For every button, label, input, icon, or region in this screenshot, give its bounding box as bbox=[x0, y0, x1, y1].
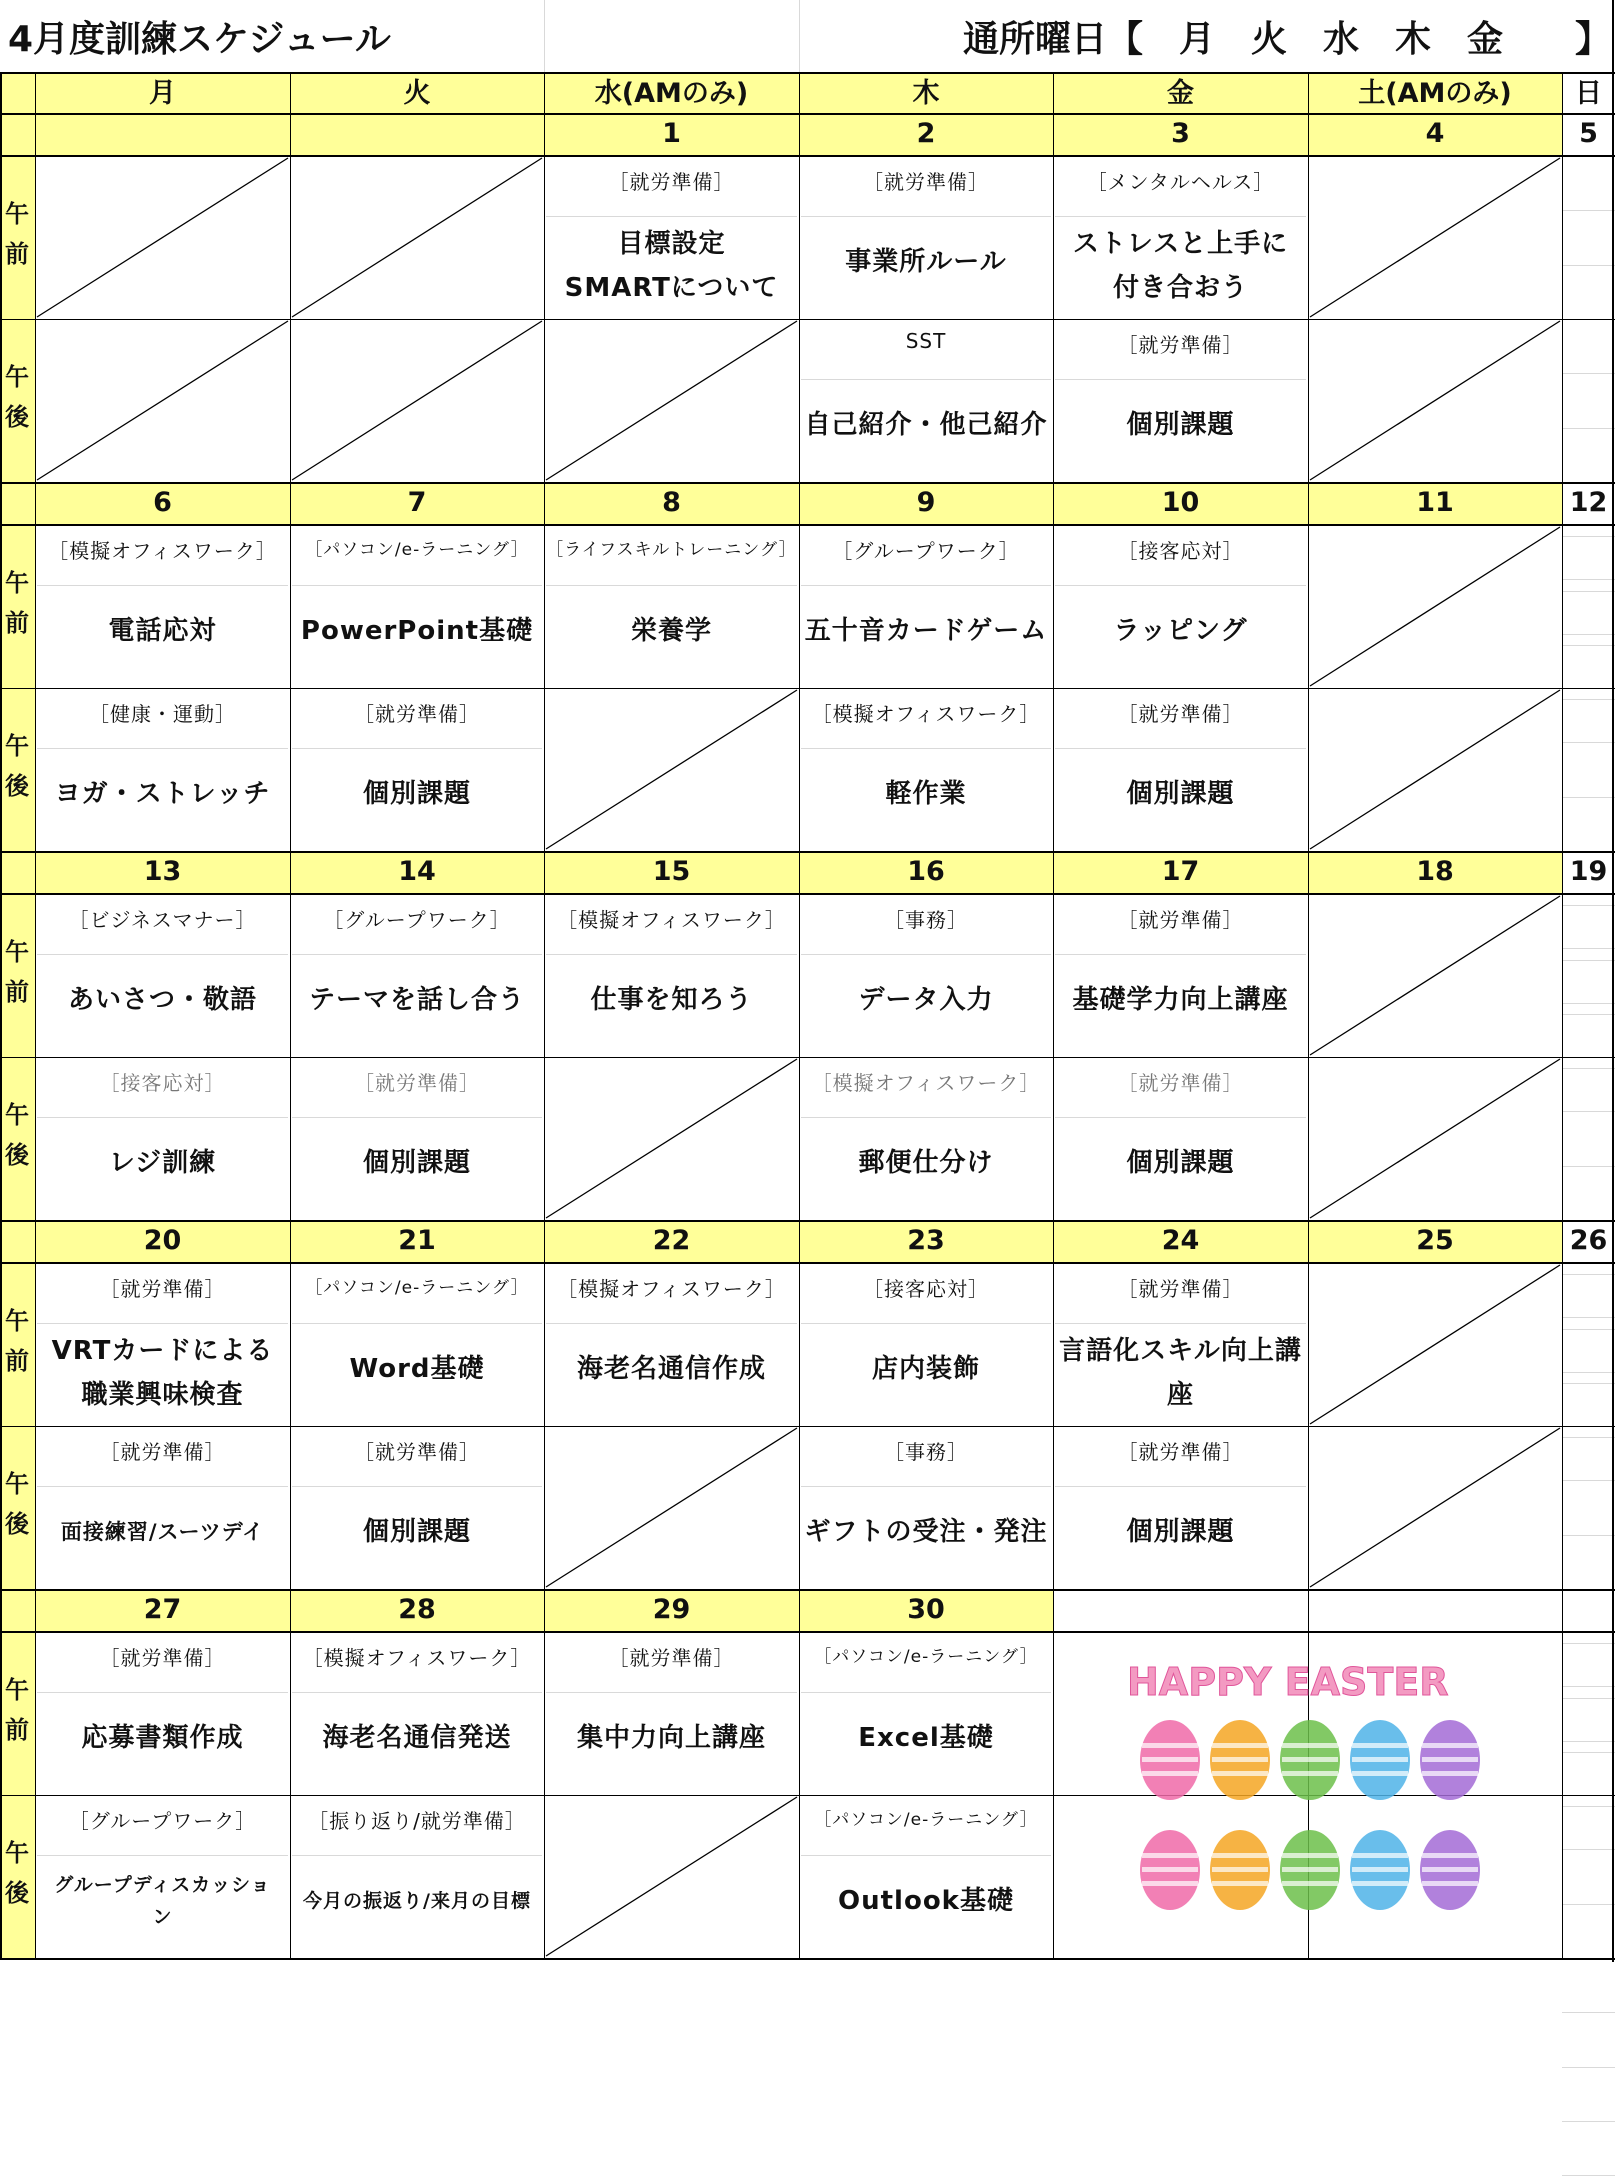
session-title: 仕事を知ろう bbox=[590, 985, 753, 1015]
easter-banner-text: HAPPY EASTER bbox=[1127, 1660, 1449, 1704]
gridline bbox=[1562, 428, 1615, 429]
session-title: ギフトの受注・発注 bbox=[804, 1517, 1048, 1547]
date-number: 18 bbox=[1416, 856, 1454, 887]
page-title: 4月度訓練スケジュール bbox=[8, 19, 391, 60]
session-cell bbox=[1053, 1057, 1308, 1220]
date-number: 22 bbox=[652, 1225, 691, 1256]
session-cell bbox=[799, 156, 1053, 319]
gridline bbox=[1562, 1752, 1615, 1753]
gridline bbox=[1562, 948, 1615, 949]
session-cell bbox=[35, 688, 290, 851]
session-title: 個別課題 bbox=[1126, 410, 1235, 440]
session-cell bbox=[35, 1263, 290, 1426]
border-line bbox=[0, 1426, 1615, 1427]
gridline bbox=[1562, 645, 1615, 646]
gridline bbox=[1562, 579, 1615, 580]
date-number: 4 bbox=[1425, 118, 1445, 149]
date-number: 27 bbox=[143, 1594, 182, 1625]
date-number: 15 bbox=[652, 856, 691, 887]
date-number: 26 bbox=[1569, 1225, 1608, 1256]
period-label-pm: 午 後 bbox=[5, 363, 29, 431]
session-category: ［振り返り/就労準備］ bbox=[308, 1809, 526, 1833]
gridline bbox=[1562, 1437, 1615, 1438]
session-category: ［模擬オフィスワーク］ bbox=[811, 1071, 1041, 1095]
no-session-slash bbox=[1308, 1057, 1562, 1220]
no-session-slash bbox=[290, 319, 544, 482]
session-title: ラッピング bbox=[1113, 616, 1248, 646]
date-number: 21 bbox=[398, 1225, 436, 1256]
session-category: ［就労準備］ bbox=[354, 1071, 480, 1095]
day-header: 水(AMのみ) bbox=[594, 78, 749, 109]
period-label-pm: 午 後 bbox=[5, 1101, 29, 1169]
no-session-slash bbox=[1308, 156, 1562, 319]
session-cell bbox=[290, 1632, 544, 1795]
gridline bbox=[1562, 2121, 1615, 2122]
date-number bbox=[35, 114, 290, 156]
date-number: 24 bbox=[1161, 1225, 1200, 1256]
period-label-am: 午 前 bbox=[5, 1307, 29, 1375]
session-title: 電話応対 bbox=[108, 616, 217, 646]
session-cell bbox=[799, 319, 1053, 482]
day-header: 土(AMのみ) bbox=[1358, 78, 1512, 109]
session-cell bbox=[544, 894, 799, 1057]
date-number: 30 bbox=[907, 1594, 945, 1625]
date-number: 28 bbox=[398, 1594, 436, 1625]
session-title: VRTカードによる 職業興味検査 bbox=[51, 1336, 274, 1410]
session-category: ［事務］ bbox=[884, 1440, 968, 1464]
session-cell bbox=[35, 894, 290, 1057]
border-line bbox=[290, 74, 291, 1958]
date-number: 8 bbox=[662, 487, 681, 518]
session-title: 個別課題 bbox=[1126, 1517, 1235, 1547]
session-category: ［パソコン/e-ラーニング］ bbox=[305, 540, 529, 560]
session-category: ［模擬オフィスワーク］ bbox=[48, 539, 277, 563]
date-number: 17 bbox=[1161, 856, 1200, 887]
session-category: ［就労準備］ bbox=[1117, 333, 1244, 357]
session-category: ［就労準備］ bbox=[608, 170, 735, 194]
date-number: 20 bbox=[143, 1225, 182, 1256]
period-label-am: 午 前 bbox=[5, 200, 29, 268]
no-session-slash bbox=[35, 156, 290, 319]
session-cell bbox=[799, 688, 1053, 851]
border-line bbox=[0, 319, 1615, 320]
border-line bbox=[1612, 0, 1614, 1962]
session-category: ［就労準備］ bbox=[608, 1646, 735, 1670]
period-label-am: 午 前 bbox=[5, 938, 29, 1006]
session-title: 栄養学 bbox=[630, 616, 712, 646]
border-line bbox=[0, 155, 1615, 157]
session-title: 基礎学力向上講座 bbox=[1072, 985, 1289, 1015]
date-number: 25 bbox=[1416, 1225, 1454, 1256]
gridline bbox=[1562, 797, 1615, 798]
session-title: ヨガ・ストレッチ bbox=[54, 779, 271, 809]
session-cell bbox=[544, 1632, 799, 1795]
no-session-slash bbox=[544, 688, 799, 851]
session-title: 個別課題 bbox=[362, 1517, 471, 1547]
session-title: 目標設定 SMARTについて bbox=[564, 229, 779, 303]
gridline bbox=[1562, 591, 1615, 592]
session-cell bbox=[290, 1263, 544, 1426]
session-cell bbox=[544, 525, 799, 688]
session-cell bbox=[290, 688, 544, 851]
gridline bbox=[1562, 1698, 1615, 1699]
gridline bbox=[1562, 1480, 1615, 1481]
session-title: 郵便仕分け bbox=[858, 1148, 994, 1178]
border-line bbox=[0, 72, 1615, 74]
period-label-am: 午 前 bbox=[5, 1676, 29, 1744]
session-cell bbox=[1053, 688, 1308, 851]
session-category: ［就労準備］ bbox=[1117, 1277, 1244, 1301]
session-cell bbox=[35, 1426, 290, 1589]
gridline bbox=[544, 0, 545, 72]
border-line bbox=[0, 482, 1615, 484]
session-title: グループディスカッショ ン bbox=[54, 1874, 271, 1928]
border-line bbox=[544, 74, 545, 1958]
date-number bbox=[1308, 1590, 1562, 1632]
session-cell bbox=[544, 156, 799, 319]
no-session-slash bbox=[1308, 894, 1562, 1057]
session-title: あいさつ・敬語 bbox=[67, 985, 257, 1015]
session-category: ［模擬オフィスワーク］ bbox=[302, 1646, 532, 1670]
session-title: 店内装飾 bbox=[871, 1354, 980, 1384]
gridline bbox=[1562, 1166, 1615, 1167]
date-number: 23 bbox=[907, 1225, 945, 1256]
session-cell bbox=[35, 1057, 290, 1220]
date-number: 2 bbox=[916, 118, 936, 149]
gridline bbox=[1562, 1014, 1615, 1015]
session-category: ［就労準備］ bbox=[863, 170, 989, 194]
period-label-pm: 午 後 bbox=[5, 1470, 29, 1538]
gridline bbox=[1562, 1741, 1615, 1742]
gridline bbox=[1562, 1111, 1615, 1112]
session-category: ［就労準備］ bbox=[99, 1440, 226, 1464]
session-title: 応募書類作成 bbox=[81, 1723, 244, 1753]
session-category: ［接客応対］ bbox=[1117, 539, 1244, 563]
session-cell bbox=[290, 1426, 544, 1589]
session-category: ［事務］ bbox=[884, 908, 968, 932]
session-title: 個別課題 bbox=[362, 1148, 471, 1178]
date-number: 7 bbox=[407, 487, 427, 518]
session-title: Outlook基礎 bbox=[838, 1886, 1014, 1916]
gridline bbox=[1562, 1003, 1615, 1004]
border-line bbox=[35, 74, 36, 1958]
session-title: PowerPoint基礎 bbox=[300, 616, 534, 646]
session-cell bbox=[290, 525, 544, 688]
day-header: 金 bbox=[1167, 78, 1194, 109]
session-cell bbox=[799, 1632, 1053, 1795]
session-title: 五十音カードゲーム bbox=[804, 616, 1048, 646]
gridline bbox=[1562, 265, 1615, 266]
session-cell bbox=[35, 1632, 290, 1795]
session-cell bbox=[1053, 1263, 1308, 1426]
session-title: Word基礎 bbox=[349, 1354, 485, 1384]
session-title: Excel基礎 bbox=[858, 1723, 994, 1753]
session-category: ［就労準備］ bbox=[1117, 908, 1244, 932]
gridline bbox=[1562, 699, 1615, 700]
session-category: ［グループワーク］ bbox=[323, 908, 511, 932]
easter-illustration bbox=[1115, 1645, 1495, 1945]
gridline bbox=[1562, 634, 1615, 635]
session-cell bbox=[799, 1263, 1053, 1426]
gridline bbox=[1562, 1372, 1615, 1373]
border-line bbox=[799, 74, 800, 1958]
session-category: SST bbox=[905, 329, 947, 353]
gridline bbox=[1562, 1849, 1615, 1850]
date-number: 1 bbox=[662, 118, 681, 149]
session-title: レジ訓練 bbox=[108, 1148, 217, 1178]
date-number bbox=[1562, 1590, 1615, 1632]
session-category: ［パソコン/e-ラーニング］ bbox=[814, 1810, 1038, 1830]
session-category: ［就労準備］ bbox=[1117, 1440, 1244, 1464]
session-category: ［ビジネスマナー］ bbox=[68, 908, 257, 932]
period-label-pm: 午 後 bbox=[5, 732, 29, 800]
session-category: ［就労準備］ bbox=[99, 1277, 226, 1301]
no-session-slash bbox=[1308, 688, 1562, 851]
border-line bbox=[0, 74, 2, 1958]
session-category: ［接客応対］ bbox=[99, 1071, 226, 1095]
border-line bbox=[0, 524, 1615, 526]
gridline bbox=[1562, 1383, 1615, 1384]
session-cell bbox=[35, 1795, 290, 1958]
day-header: 木 bbox=[912, 78, 940, 109]
session-cell bbox=[1053, 319, 1308, 482]
session-category: ［模擬オフィスワーク］ bbox=[557, 1277, 786, 1301]
period-label-pm: 午 後 bbox=[5, 1839, 29, 1907]
period-label-am: 午 前 bbox=[5, 569, 29, 637]
session-category: ［模擬オフィスワーク］ bbox=[557, 908, 786, 932]
gridline bbox=[1562, 1317, 1615, 1318]
gridline bbox=[1562, 1535, 1615, 1536]
session-cell bbox=[544, 1263, 799, 1426]
session-category: ［就労準備］ bbox=[354, 702, 480, 726]
session-cell bbox=[1053, 525, 1308, 688]
date-number: 3 bbox=[1171, 118, 1190, 149]
session-category: ［就労準備］ bbox=[354, 1440, 480, 1464]
session-title: テーマを話し合う bbox=[308, 985, 525, 1015]
date-number: 29 bbox=[652, 1594, 691, 1625]
session-title: 今月の振返り/来月の目標 bbox=[303, 1890, 531, 1912]
gridline bbox=[1562, 1068, 1615, 1069]
session-title: 個別課題 bbox=[1126, 1148, 1235, 1178]
no-session-slash bbox=[1308, 525, 1562, 688]
border-line bbox=[0, 1958, 1615, 1960]
no-session-slash bbox=[544, 1795, 799, 1958]
session-category: ［パソコン/e-ラーニング］ bbox=[814, 1647, 1038, 1667]
session-cell bbox=[799, 1795, 1053, 1958]
gridline bbox=[1562, 1806, 1615, 1807]
day-header: 日 bbox=[1575, 78, 1602, 109]
session-category: ［就労準備］ bbox=[1117, 1071, 1244, 1095]
session-title: 集中力向上講座 bbox=[576, 1723, 766, 1753]
session-title: 面接練習/スーツデイ bbox=[60, 1520, 265, 1544]
date-number: 10 bbox=[1161, 487, 1200, 518]
gridline bbox=[1562, 1904, 1615, 1905]
date-number: 12 bbox=[1569, 487, 1608, 518]
border-line bbox=[0, 113, 1615, 115]
session-title: 個別課題 bbox=[362, 779, 471, 809]
no-session-slash bbox=[1308, 1263, 1562, 1426]
session-category: ［健康・運動］ bbox=[89, 702, 236, 726]
session-cell bbox=[290, 1057, 544, 1220]
session-title: 軽作業 bbox=[885, 779, 967, 809]
session-cell bbox=[799, 1426, 1053, 1589]
gridline bbox=[1562, 1686, 1615, 1687]
no-session-slash bbox=[1308, 1426, 1562, 1589]
session-category: ［就労準備］ bbox=[99, 1646, 226, 1670]
gridline bbox=[1562, 742, 1615, 743]
session-category: ［メンタルヘルス］ bbox=[1086, 170, 1275, 194]
date-number bbox=[290, 114, 544, 156]
session-category: ［就労準備］ bbox=[1117, 702, 1244, 726]
session-category: ［グループワーク］ bbox=[68, 1809, 257, 1833]
border-line bbox=[1053, 74, 1054, 1958]
session-category: ［ライフスキルトレーニング］ bbox=[546, 540, 797, 560]
border-line bbox=[0, 1589, 1615, 1591]
gridline bbox=[1562, 373, 1615, 374]
session-cell bbox=[799, 525, 1053, 688]
day-header: 月 bbox=[149, 78, 176, 109]
no-session-slash bbox=[544, 1426, 799, 1589]
day-header: 火 bbox=[403, 78, 431, 109]
date-number: 14 bbox=[398, 856, 436, 887]
border-line bbox=[0, 1262, 1615, 1264]
border-line bbox=[1562, 74, 1563, 1958]
gridline bbox=[1562, 536, 1615, 537]
border-line bbox=[0, 1220, 1615, 1222]
session-cell bbox=[35, 525, 290, 688]
date-number: 9 bbox=[916, 487, 936, 518]
no-session-slash bbox=[544, 319, 799, 482]
date-number: 13 bbox=[143, 856, 182, 887]
no-session-slash bbox=[35, 319, 290, 482]
session-title: ストレスと上手に 付き合おう bbox=[1072, 229, 1289, 303]
session-category: ［模擬オフィスワーク］ bbox=[811, 702, 1041, 726]
date-number: 16 bbox=[907, 856, 945, 887]
attendance-days: 通所曜日【 月 火 水 木 金 】 bbox=[963, 19, 1612, 60]
gridline bbox=[1562, 1274, 1615, 1275]
gridline bbox=[1562, 960, 1615, 961]
session-cell bbox=[290, 1795, 544, 1958]
session-title: 事業所ルール bbox=[845, 247, 1007, 277]
border-line bbox=[0, 1057, 1615, 1058]
date-number: 19 bbox=[1569, 856, 1608, 887]
date-number: 6 bbox=[153, 487, 172, 518]
session-cell bbox=[1053, 1426, 1308, 1589]
no-session-slash bbox=[544, 1057, 799, 1220]
date-number: 11 bbox=[1416, 487, 1454, 518]
gridline bbox=[1562, 2012, 1615, 2013]
date-number bbox=[1053, 1590, 1308, 1632]
session-cell bbox=[1053, 156, 1308, 319]
session-category: ［グループワーク］ bbox=[832, 539, 1020, 563]
date-number: 5 bbox=[1579, 118, 1598, 149]
session-cell bbox=[290, 894, 544, 1057]
session-title: 自己紹介・他己紹介 bbox=[804, 410, 1048, 440]
session-cell bbox=[799, 1057, 1053, 1220]
border-line bbox=[0, 1631, 1615, 1633]
gridline bbox=[1562, 2067, 1615, 2068]
session-category: ［接客応対］ bbox=[863, 1277, 989, 1301]
gridline bbox=[1562, 1329, 1615, 1330]
gridline bbox=[1562, 1643, 1615, 1644]
session-title: 海老名通信作成 bbox=[576, 1354, 766, 1384]
gridline bbox=[799, 0, 800, 72]
session-title: データ入力 bbox=[858, 985, 994, 1015]
border-line bbox=[0, 851, 1615, 853]
no-session-slash bbox=[1308, 319, 1562, 482]
session-title: 個別課題 bbox=[1126, 779, 1235, 809]
border-line bbox=[0, 893, 1615, 895]
session-category: ［パソコン/e-ラーニング］ bbox=[305, 1278, 529, 1298]
session-cell bbox=[1053, 894, 1308, 1057]
gridline bbox=[1562, 210, 1615, 211]
session-title: 海老名通信発送 bbox=[322, 1723, 512, 1753]
session-cell bbox=[799, 894, 1053, 1057]
session-title: 言語化スキル向上講 座 bbox=[1059, 1336, 1302, 1410]
border-line bbox=[0, 688, 1615, 689]
gridline bbox=[1562, 905, 1615, 906]
no-session-slash bbox=[290, 156, 544, 319]
